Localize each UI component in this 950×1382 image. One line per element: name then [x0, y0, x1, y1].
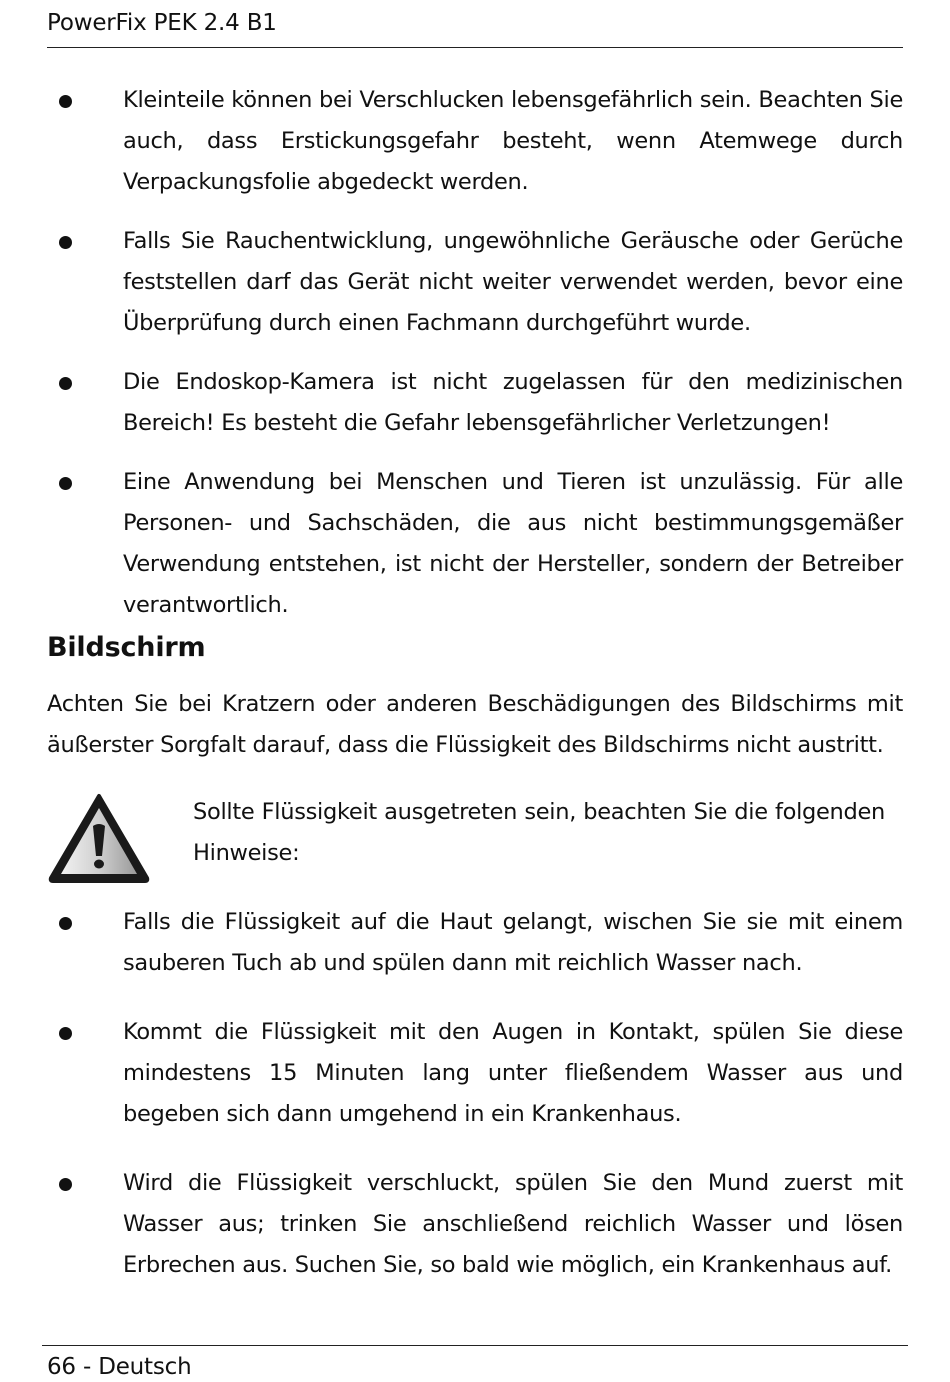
bullet-item	[47, 1163, 903, 1286]
bullet-dot-icon	[59, 236, 72, 249]
page-content	[47, 80, 903, 1286]
bullet-item	[47, 80, 903, 203]
bullet-dot-icon	[59, 1178, 72, 1191]
bullet-dot-icon	[59, 95, 72, 108]
page-number-label: 66 - Deutsch	[47, 1354, 192, 1380]
bullet-text: Die Endoskop-Kamera ist nicht zugelassen für den medizinischen Bereich! Es besteht die Gefahr lebensgefährlicher Verletzungen!	[123, 369, 903, 436]
bullet-text: Kleinteile können bei Verschlucken lebensgefährlich sein. Beachten Sie auch, dass Erstickungsgefahr besteht, wenn Atemwege durch Verpackungsfolie abgedeckt werden.	[123, 87, 903, 195]
page-footer	[42, 1345, 908, 1380]
bullet-dot-icon	[59, 1027, 72, 1040]
bullet-text: Eine Anwendung bei Menschen und Tieren ist unzulässig. Für alle Personen- und Sachschäden, die aus nicht bestimmungsgemäßer Verwendung entstehen, ist nicht der Hersteller, sondern der Betreiber verantwortlich.	[123, 469, 903, 618]
warning-text: Sollte Flüssigkeit ausgetreten sein, beachten Sie die folgenden Hinweise:	[193, 799, 885, 866]
bullet-item	[47, 1012, 903, 1135]
section-heading: Bildschirm	[47, 632, 206, 663]
warning-triangle-icon	[47, 792, 151, 884]
bullet-text: Falls die Flüssigkeit auf die Haut gelangt, wischen Sie sie mit einem sauberen Tuch ab und spülen dann mit reichlich Wasser nach.	[123, 909, 903, 976]
bullet-item	[47, 462, 903, 626]
bullet-item	[47, 902, 903, 984]
page-header	[47, 6, 903, 48]
bullet-dot-icon	[59, 477, 72, 490]
bullet-text: Kommt die Flüssigkeit mit den Augen in Kontakt, spülen Sie diese mindestens 15 Minuten lang unter fließendem Wasser aus und begeben sich dann umgehend in ein Krankenhaus.	[123, 1019, 903, 1127]
bullet-item	[47, 221, 903, 344]
bullet-dot-icon	[59, 377, 72, 390]
bullet-dot-icon	[59, 917, 72, 930]
bullet-text: Wird die Flüssigkeit verschluckt, spülen Sie den Mund zuerst mit Wasser aus; trinken Sie anschließend reichlich Wasser und lösen Erbrechen aus. Suchen Sie, so bald wie möglich, ein Krankenhaus auf.	[123, 1170, 903, 1278]
bullet-item	[47, 362, 903, 444]
section-intro-paragraph: Achten Sie bei Kratzern oder anderen Beschädigungen des Bildschirms mit äußerster Sorgfalt darauf, dass die Flüssigkeit des Bildschirms nicht austritt.	[47, 691, 903, 758]
bullet-text: Falls Sie Rauchentwicklung, ungewöhnliche Geräusche oder Gerüche feststellen darf das Gerät nicht weiter verwendet werden, bevor eine Überprüfung durch einen Fachmann durchgeführt wurde.	[123, 228, 903, 336]
header-title: PowerFix PEK 2.4 B1	[47, 10, 277, 36]
warning-notice	[47, 792, 903, 902]
